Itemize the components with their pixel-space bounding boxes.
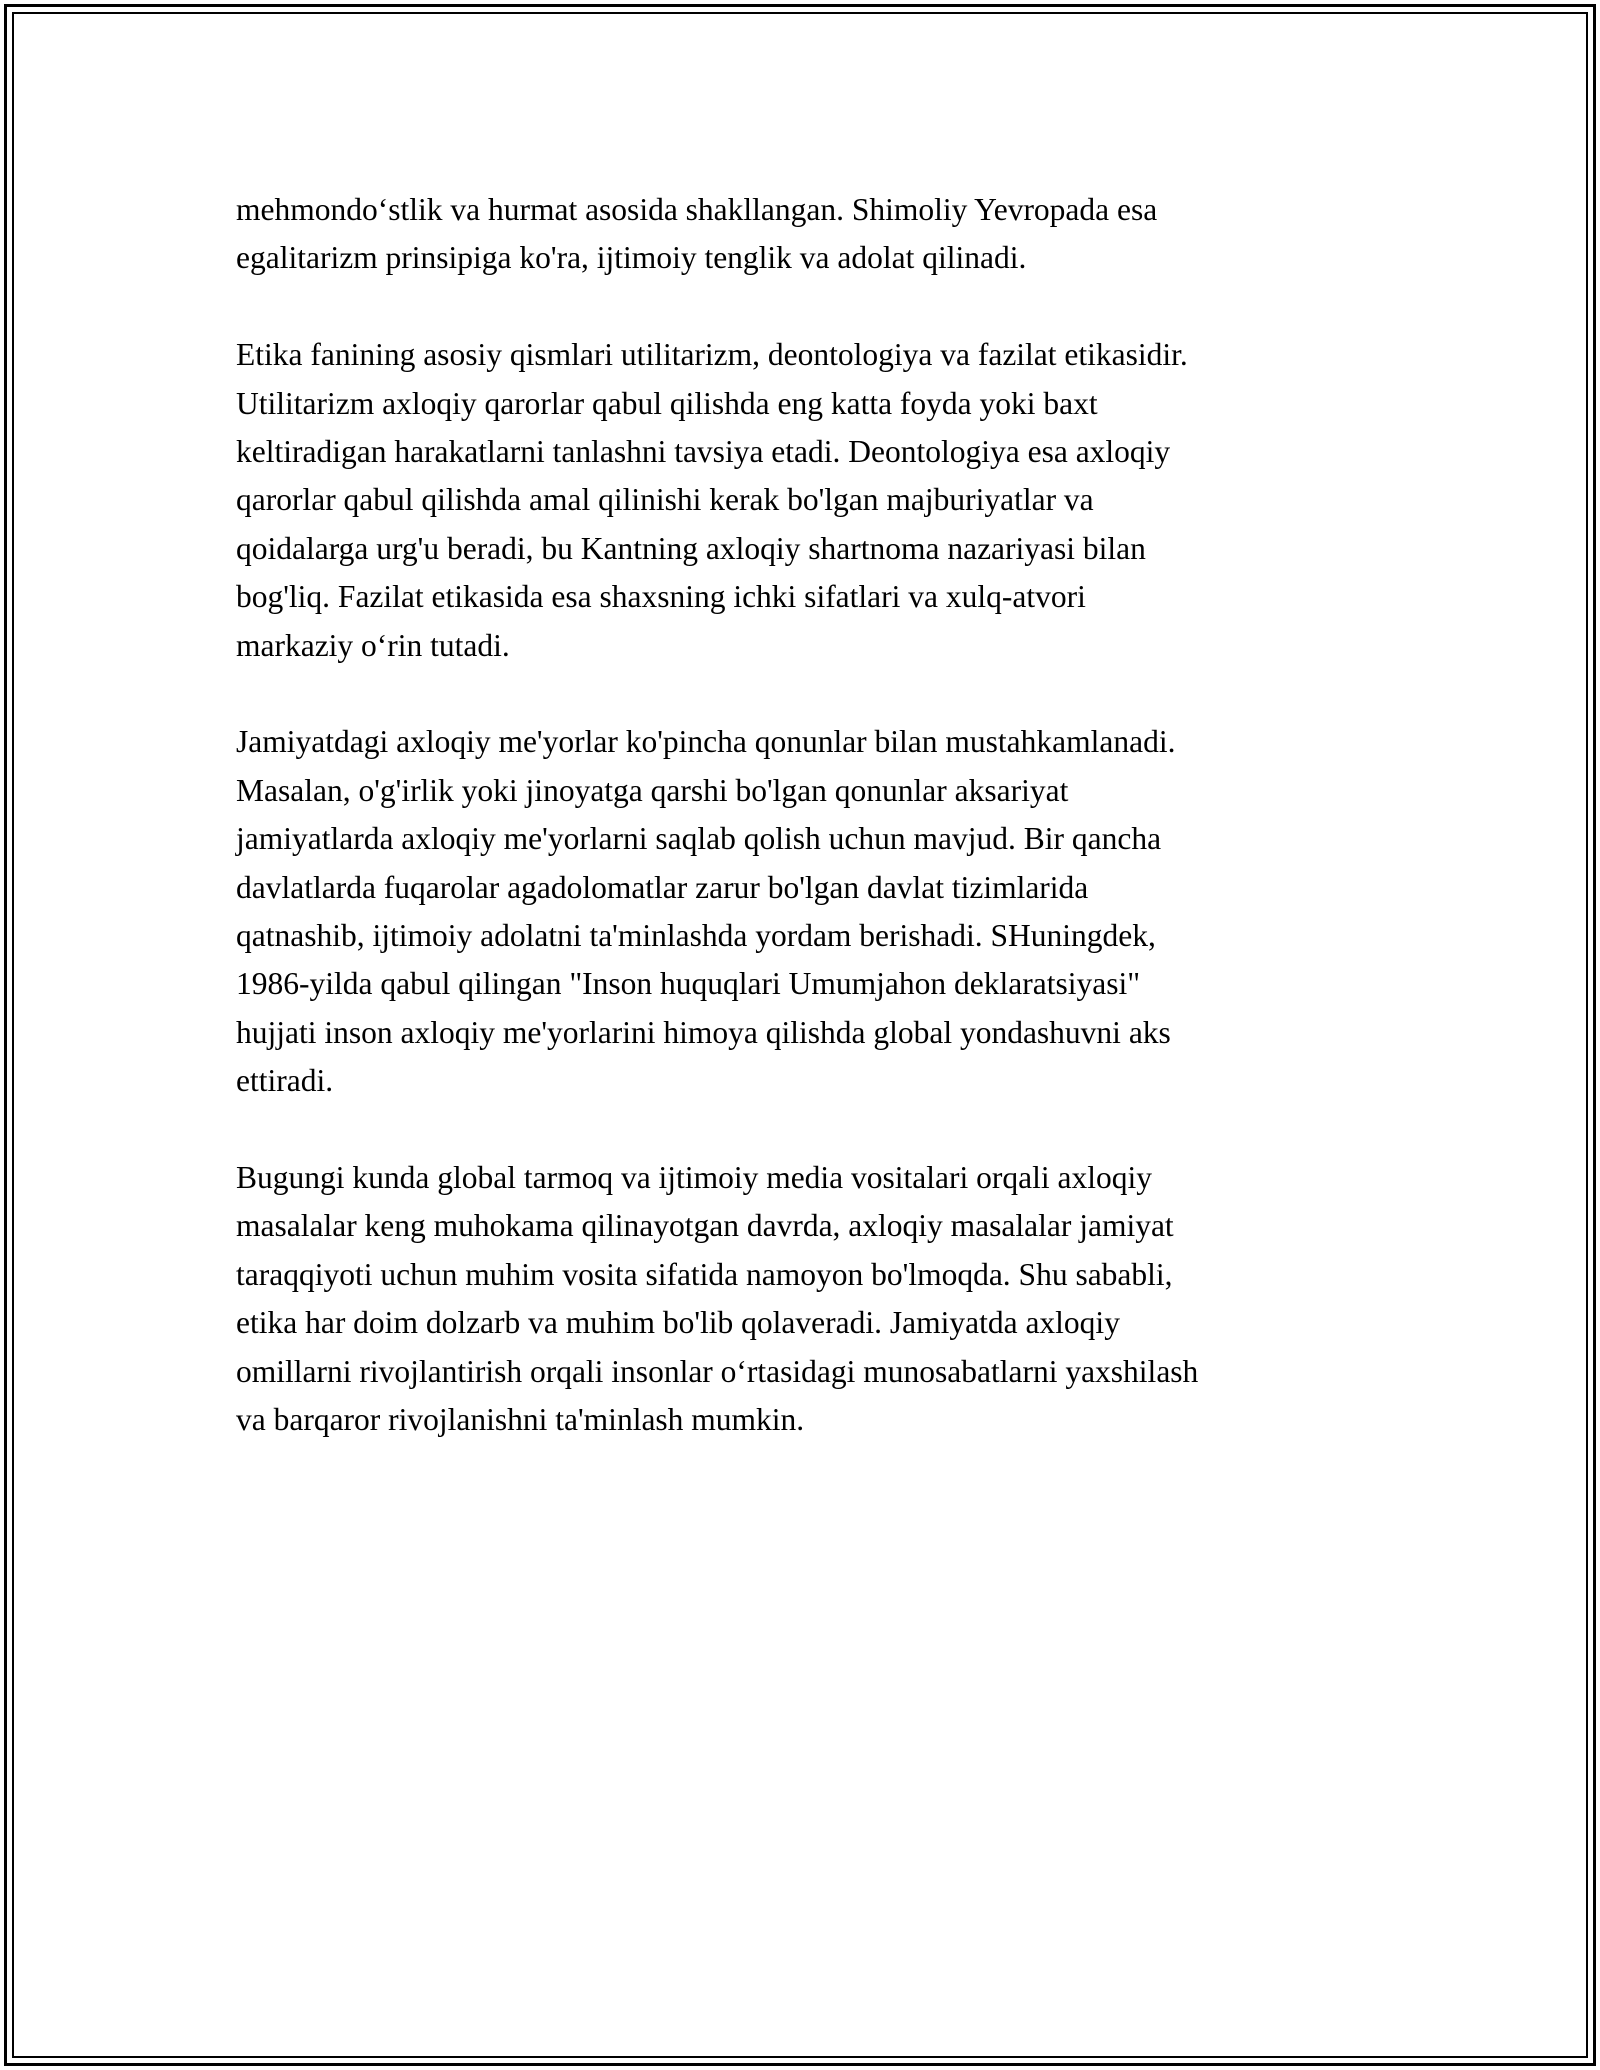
document-body [236, 186, 1366, 1493]
paragraph-4: Bugungi kunda global tarmoq va ijtimoiy media vositalari orqali axloqiy masalalar keng muhokama qilinayotgan davrda, axloqiy masalalar jamiyat taraqqiyoti uchun muhim vosita sifatida namoyon bo'lmoqda. Shu sababli, etika har doim dolzarb va muhim bo'lib qolaveradi. Jamiyatda axloqiy omillarni rivojlantirish orqali insonlar o‘rtasidagi munosabatlarni yaxshilash va barqaror rivojlanishni ta'minlash mumkin. [236, 1160, 1199, 1438]
paragraph-2: Etika fanining asosiy qismlari utilitarizm, deontologiya va fazilat etikasidir. Utilitarizm axloqiy qarorlar qabul qilishda eng katta foyda yoki baxt keltiradigan harakatlarni tanlashni tavsiya etadi. Deontologiya esa axloqiy qarorlar qabul qilishda amal qilinishi kerak bo'lgan majburiyatlar va qoidalarga urg'u beradi, bu Kantning axloqiy shartnoma nazariyasi bilan bog'liq. Fazilat etikasida esa shaxsning ichki sifatlari va xulq-atvori markaziy o‘rin tutadi. [236, 337, 1188, 663]
paragraph-3: Jamiyatdagi axloqiy me'yorlar ko'pincha qonunlar bilan mustahkamlanadi. Masalan, o'g'irlik yoki jinoyatga qarshi bo'lgan qonunlar aksariyat jamiyatlarda axloqiy me'yorlarni saqlab qolish uchun mavjud. Bir qancha davlatlarda fuqarolar agadolomatlar zarur bo'lgan davlat tizimlarida qatnashib, ijtimoiy adolatni ta'minlashda yordam berishadi. SHuningdek, 1986-yilda qabul qilingan "Inson huquqlari Umumjahon deklaratsiyasi" hujjati inson axloqiy me'yorlarini himoya qilishda global yondashuvni aks ettiradi. [236, 724, 1176, 1099]
paragraph-1: mehmondo‘stlik va hurmat asosida shakllangan. Shimoliy Yevropada esa egalitarizm prinsipiga ko'ra, ijtimoiy tenglik va adolat qilinadi. [236, 192, 1158, 276]
